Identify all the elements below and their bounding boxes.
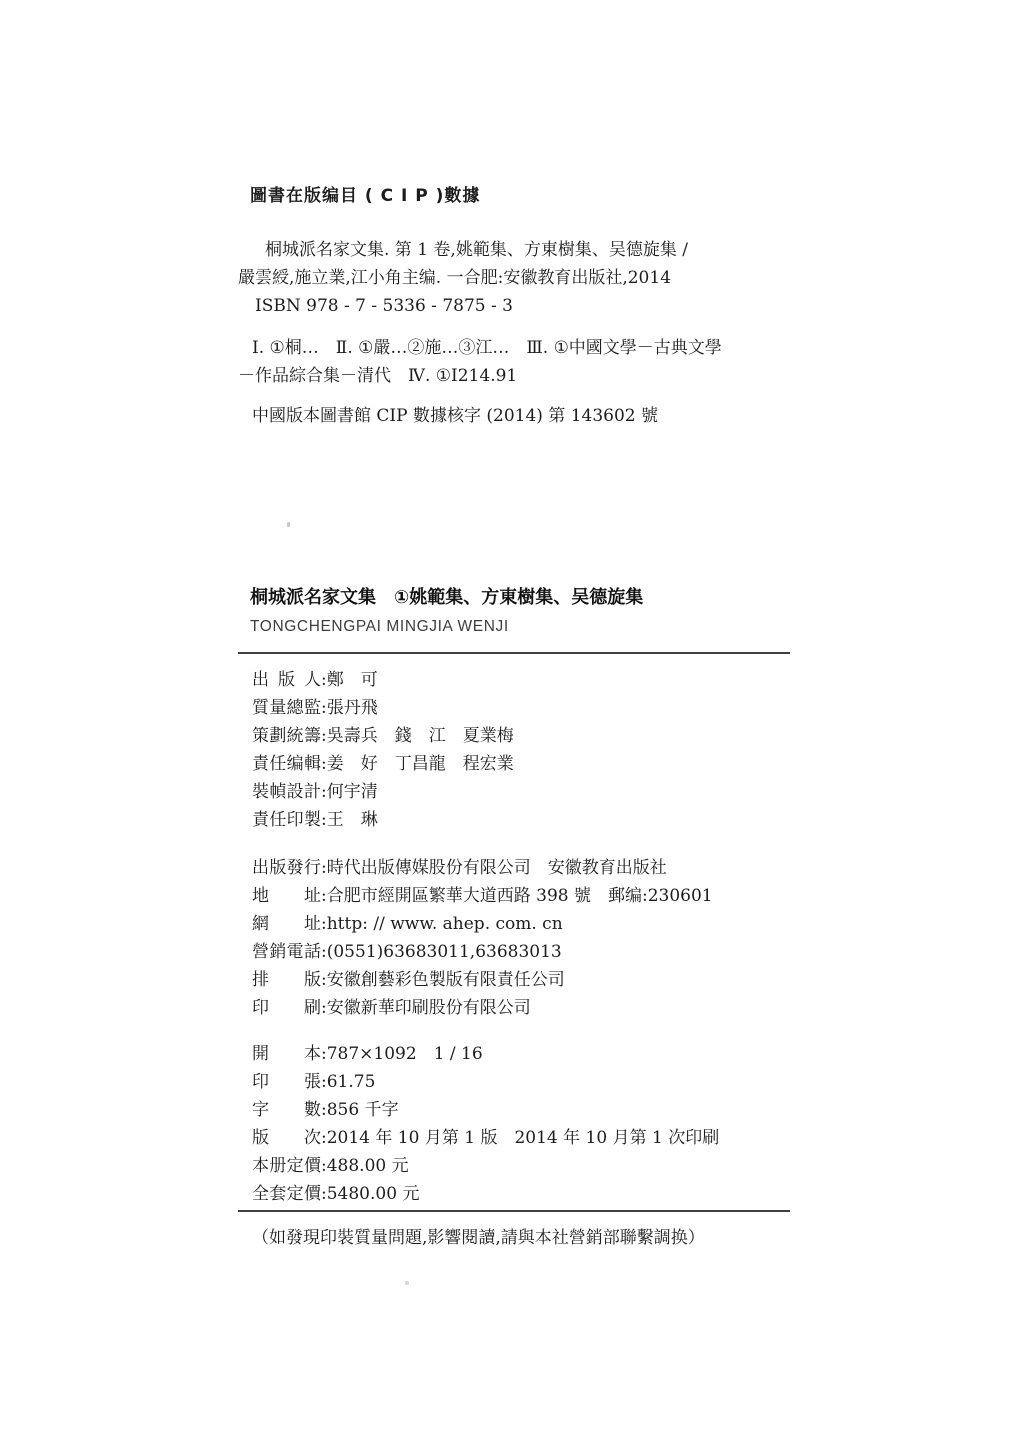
row-label: 質量總監: [252, 698, 321, 718]
publishing-row-printing: [252, 994, 790, 1022]
row-colon: :: [321, 698, 327, 718]
row-label: 策劃統籌: [252, 726, 321, 746]
row-value: (0551)63683011,63683013: [326, 942, 562, 962]
row-value: 488.00 元: [326, 1156, 409, 1176]
row-value: 安徽創藝彩色製版有限責任公司: [326, 970, 565, 990]
book-title-romanized: TONGCHENGPAI MINGJIA WENJI: [250, 618, 509, 635]
row-label: 開本: [252, 1044, 321, 1064]
row-value: 合肥市經開區繁華大道西路 398 號 郵编:230601: [326, 886, 713, 906]
row-value: 856 千字: [326, 1100, 399, 1120]
row-colon: :: [321, 942, 327, 962]
row-value: 61.75: [326, 1072, 376, 1092]
publishing-row-website: [252, 910, 790, 938]
row-label: 全套定價: [252, 1184, 321, 1204]
copyright-page: [238, 182, 790, 1252]
row-value: http: // www. ahep. com. cn: [326, 914, 563, 934]
credit-row-design: [252, 778, 790, 806]
row-label: 營銷電話: [252, 942, 321, 962]
row-colon: :: [321, 782, 327, 802]
row-label: 地址: [252, 886, 321, 906]
row-colon: :: [321, 1156, 327, 1176]
row-value: 787×1092 1 / 16: [326, 1044, 483, 1064]
cip-classification: [238, 334, 790, 390]
spec-row-set-price: [252, 1180, 790, 1208]
row-colon: :: [321, 810, 327, 830]
row-value: 安徽新華印刷股份有限公司: [326, 998, 531, 1018]
row-colon: :: [321, 1184, 327, 1204]
row-colon: :: [321, 670, 327, 690]
quality-note: （如發現印裝質量問題,影響閱讀,請與本社營銷部聯繫調换）: [252, 1228, 705, 1248]
cip-classification-line-2: －作品綜合集－清代 Ⅳ. ①I214.91: [238, 366, 518, 386]
isbn-number: ISBN 978 - 7 - 5336 - 7875 - 3: [255, 296, 513, 316]
spec-row-format: [252, 1040, 790, 1068]
row-label: 責任编輯: [252, 754, 321, 774]
divider-bottom: [238, 1210, 790, 1212]
credit-row-quality-director: [252, 694, 790, 722]
spec-row-edition: [252, 1124, 790, 1152]
row-colon: :: [321, 1044, 327, 1064]
credit-row-planning: [252, 722, 790, 750]
row-label: 裝幀設計: [252, 782, 321, 802]
row-label: 出版人: [252, 670, 321, 690]
row-colon: :: [321, 970, 327, 990]
cip-description-line-2: 嚴雲綬,施立業,江小角主编. 一合肥:安徽教育出版社,2014: [238, 268, 672, 288]
row-value: 姜 好 丁昌龍 程宏業: [326, 754, 514, 774]
credit-row-print-supervisor: [252, 806, 790, 834]
row-value: 5480.00 元: [326, 1184, 420, 1204]
title-block: [250, 582, 790, 640]
divider-top: [238, 652, 790, 654]
row-value: 時代出版傳媒股份有限公司 安徽教育出版社: [326, 858, 667, 878]
printing-spec-block: [252, 1040, 790, 1208]
cip-record-number: 中國版本圖書館 CIP 數據核字 (2014) 第 143602 號: [252, 406, 659, 426]
row-label: 責任印製: [252, 810, 321, 830]
spec-row-volume-price: [252, 1152, 790, 1180]
book-title: 桐城派名家文集 ①姚範集、方東樹集、吴德旋集: [250, 587, 644, 608]
row-colon: :: [321, 886, 327, 906]
row-colon: :: [321, 858, 327, 878]
cip-header: 圖書在版编目 ( C I P )數據: [250, 186, 481, 206]
cip-description-line-1: 桐城派名家文集. 第 1 卷,姚範集、方東樹集、吴德旋集 /: [265, 240, 688, 260]
scan-speck: [287, 522, 290, 527]
cip-description: [238, 236, 790, 320]
row-value: 吳壽兵 錢 江 夏業梅: [326, 726, 514, 746]
row-colon: :: [321, 726, 327, 746]
row-label: 字數: [252, 1100, 321, 1120]
row-colon: :: [321, 1128, 327, 1148]
row-label: 網址: [252, 914, 321, 934]
credit-row-editors: [252, 750, 790, 778]
row-label: 出版發行: [252, 858, 321, 878]
row-value: 張丹飛: [326, 698, 378, 718]
publishing-row-sales-phone: [252, 938, 790, 966]
scan-speck: [405, 1281, 409, 1285]
spec-row-sheets: [252, 1068, 790, 1096]
row-label: 印張: [252, 1072, 321, 1092]
row-label: 本册定價: [252, 1156, 321, 1176]
spec-row-word-count: [252, 1096, 790, 1124]
row-label: 版次: [252, 1128, 321, 1148]
row-colon: :: [321, 1072, 327, 1092]
row-value: 何宇清: [326, 782, 378, 802]
row-value: 王 琳: [326, 810, 378, 830]
credit-row-publisher: [252, 666, 790, 694]
publishing-row-address: [252, 882, 790, 910]
cip-classification-line-1: Ⅰ. ①桐… Ⅱ. ①嚴…②施…③江… Ⅲ. ①中國文學－古典文學: [252, 338, 722, 358]
row-colon: :: [321, 914, 327, 934]
credits-block: [252, 666, 790, 834]
row-value: 鄭 可: [326, 670, 378, 690]
row-colon: :: [321, 998, 327, 1018]
row-colon: :: [321, 754, 327, 774]
row-label: 排版: [252, 970, 321, 990]
publishing-row-publisher: [252, 854, 790, 882]
row-colon: :: [321, 1100, 327, 1120]
publishing-block: [252, 854, 790, 1022]
row-value: 2014 年 10 月第 1 版 2014 年 10 月第 1 次印刷: [326, 1128, 720, 1148]
row-label: 印刷: [252, 998, 321, 1018]
publishing-row-typesetting: [252, 966, 790, 994]
